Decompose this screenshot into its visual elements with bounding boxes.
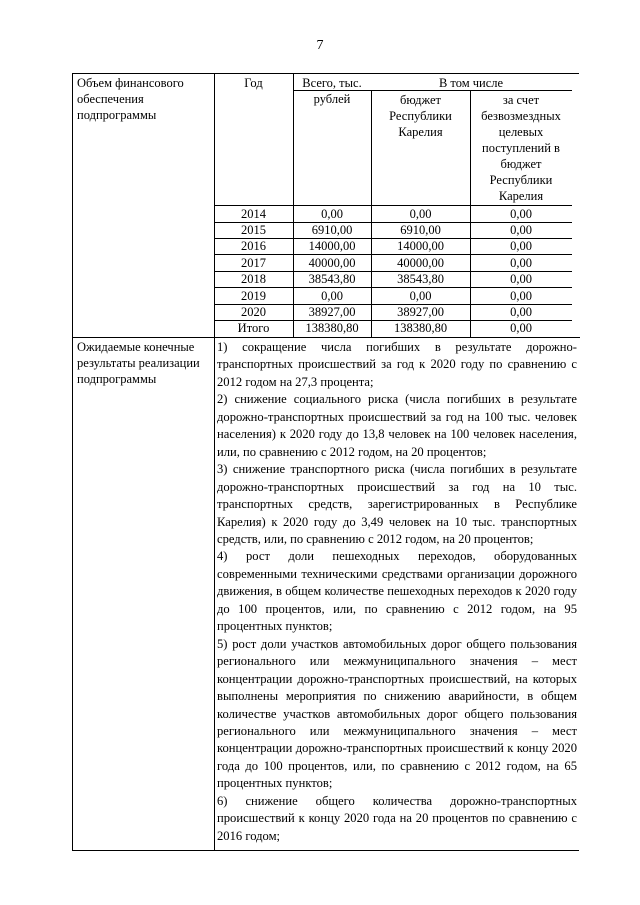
- results-list: [217, 339, 577, 845]
- cell-total: 14000,00: [308, 239, 356, 253]
- header-year: Год: [244, 76, 263, 90]
- cell-grants: 0,00: [510, 239, 532, 253]
- cell-total: 0,00: [321, 207, 343, 221]
- result-item: 1) сокращение числа погибших в результате дорожно-транспортных происшествий за год к 2020 году по сравнению с 2012 годом на 27,3 процента;: [217, 340, 577, 389]
- table-row-total: [73, 320, 580, 336]
- result-item: 2) снижение социального риска (числа погибших в результате дорожно-транспортных происшествий за год на 100 тыс. человек населения) к 2020 году до 13,8 человек на 100 человек населения, или, по сравнению с 2012 годом, на 20 процентов;: [217, 392, 577, 459]
- cell-total: 138380,80: [305, 321, 359, 335]
- cell-grants: 0,00: [510, 321, 532, 335]
- table-row: [73, 238, 580, 254]
- result-item: 5) рост доли участков автомобильных дорог общего пользования регионального или межмуниципального значения – мест концентрации дорожно-транспортных происшествий, на которых выполнены мероприятия по снижению аварийности, в общем количестве участков автомобильных дорог общего пользования регионального или межмуниципального значения – мест концентрации дорожно-транспортных происшествий к концу 2020 года до 100 процентов, или, по сравнению с 2012 годом, на 65 процентных пунктов;: [217, 636, 577, 791]
- page-number: 7: [316, 38, 324, 53]
- cell-grants: 0,00: [510, 256, 532, 270]
- cell-year: Итого: [237, 321, 270, 335]
- cell-total: 38543,80: [308, 272, 356, 286]
- header-grants: за счет безвозмездных целевых поступлений в бюджет Республики Карелия: [481, 93, 561, 203]
- table-row: [73, 206, 580, 222]
- cell-total: 38927,00: [308, 305, 356, 319]
- cell-total: 40000,00: [308, 256, 356, 270]
- header-including: В том числе: [438, 76, 504, 90]
- header-total: Всего, тыс. рублей: [302, 76, 362, 106]
- header-budget: бюджет Республики Карелия: [389, 93, 452, 139]
- cell-year: 2019: [241, 289, 266, 303]
- funding-label: Объем финансового обеспечения подпрограммы: [77, 76, 184, 122]
- table-row: [73, 255, 580, 271]
- cell-year: 2018: [241, 272, 266, 286]
- cell-year: 2020: [241, 305, 266, 319]
- cell-grants: 0,00: [510, 289, 532, 303]
- table-row: [73, 288, 580, 304]
- cell-budget: 0,00: [409, 289, 432, 303]
- table-row: [73, 271, 580, 287]
- cell-grants: 0,00: [510, 272, 532, 286]
- section-divider: [73, 337, 214, 338]
- cell-grants: 0,00: [510, 223, 532, 237]
- cell-total: 6910,00: [311, 223, 353, 237]
- cell-budget: 38543,80: [397, 272, 444, 286]
- cell-grants: 0,00: [510, 305, 532, 319]
- cell-budget: 14000,00: [397, 239, 444, 253]
- result-item: 3) снижение транспортного риска (числа погибших в результате дорожно-транспортных происшествий за год на 10 тыс. транспортных средств, зарегистрированных в Республике Карелия) к 2020 году до 3,49 человек на 10 тыс. транспортных средств, или, по сравнению с 2012 годом, на 20 процентов;: [217, 462, 577, 546]
- section-divider-right: [214, 337, 580, 338]
- cell-year: 2017: [241, 256, 266, 270]
- cell-total: 0,00: [321, 289, 343, 303]
- result-item: 4) рост доли пешеходных переходов, оборудованных современными техническими средствами организации дорожного движения, в общем количестве пешеходных переходов к 2020 году до 100 процентов, или, по сравнению с 2012 годом, на 95 процентных пунктов;: [217, 549, 577, 634]
- column-divider: [214, 74, 215, 851]
- cell-year: 2015: [241, 223, 266, 237]
- cell-year: 2016: [241, 239, 266, 253]
- cell-budget: 138380,80: [393, 321, 448, 335]
- cell-year: 2014: [241, 207, 266, 221]
- cell-budget: 38927,00: [397, 305, 444, 319]
- cell-budget: 0,00: [409, 207, 432, 221]
- table-row: [73, 304, 580, 320]
- cell-grants: 0,00: [510, 207, 532, 221]
- results-label: Ожидаемые конечные результаты реализации подпрограммы: [77, 340, 200, 386]
- table-row: [73, 222, 580, 238]
- result-item: 6) снижение общего количества дорожно-транспортных происшествий к концу 2020 года на 20 процентов по сравнению с 2016 годом;: [217, 793, 577, 843]
- cell-budget: 6910,00: [400, 223, 441, 237]
- cell-budget: 40000,00: [397, 256, 444, 270]
